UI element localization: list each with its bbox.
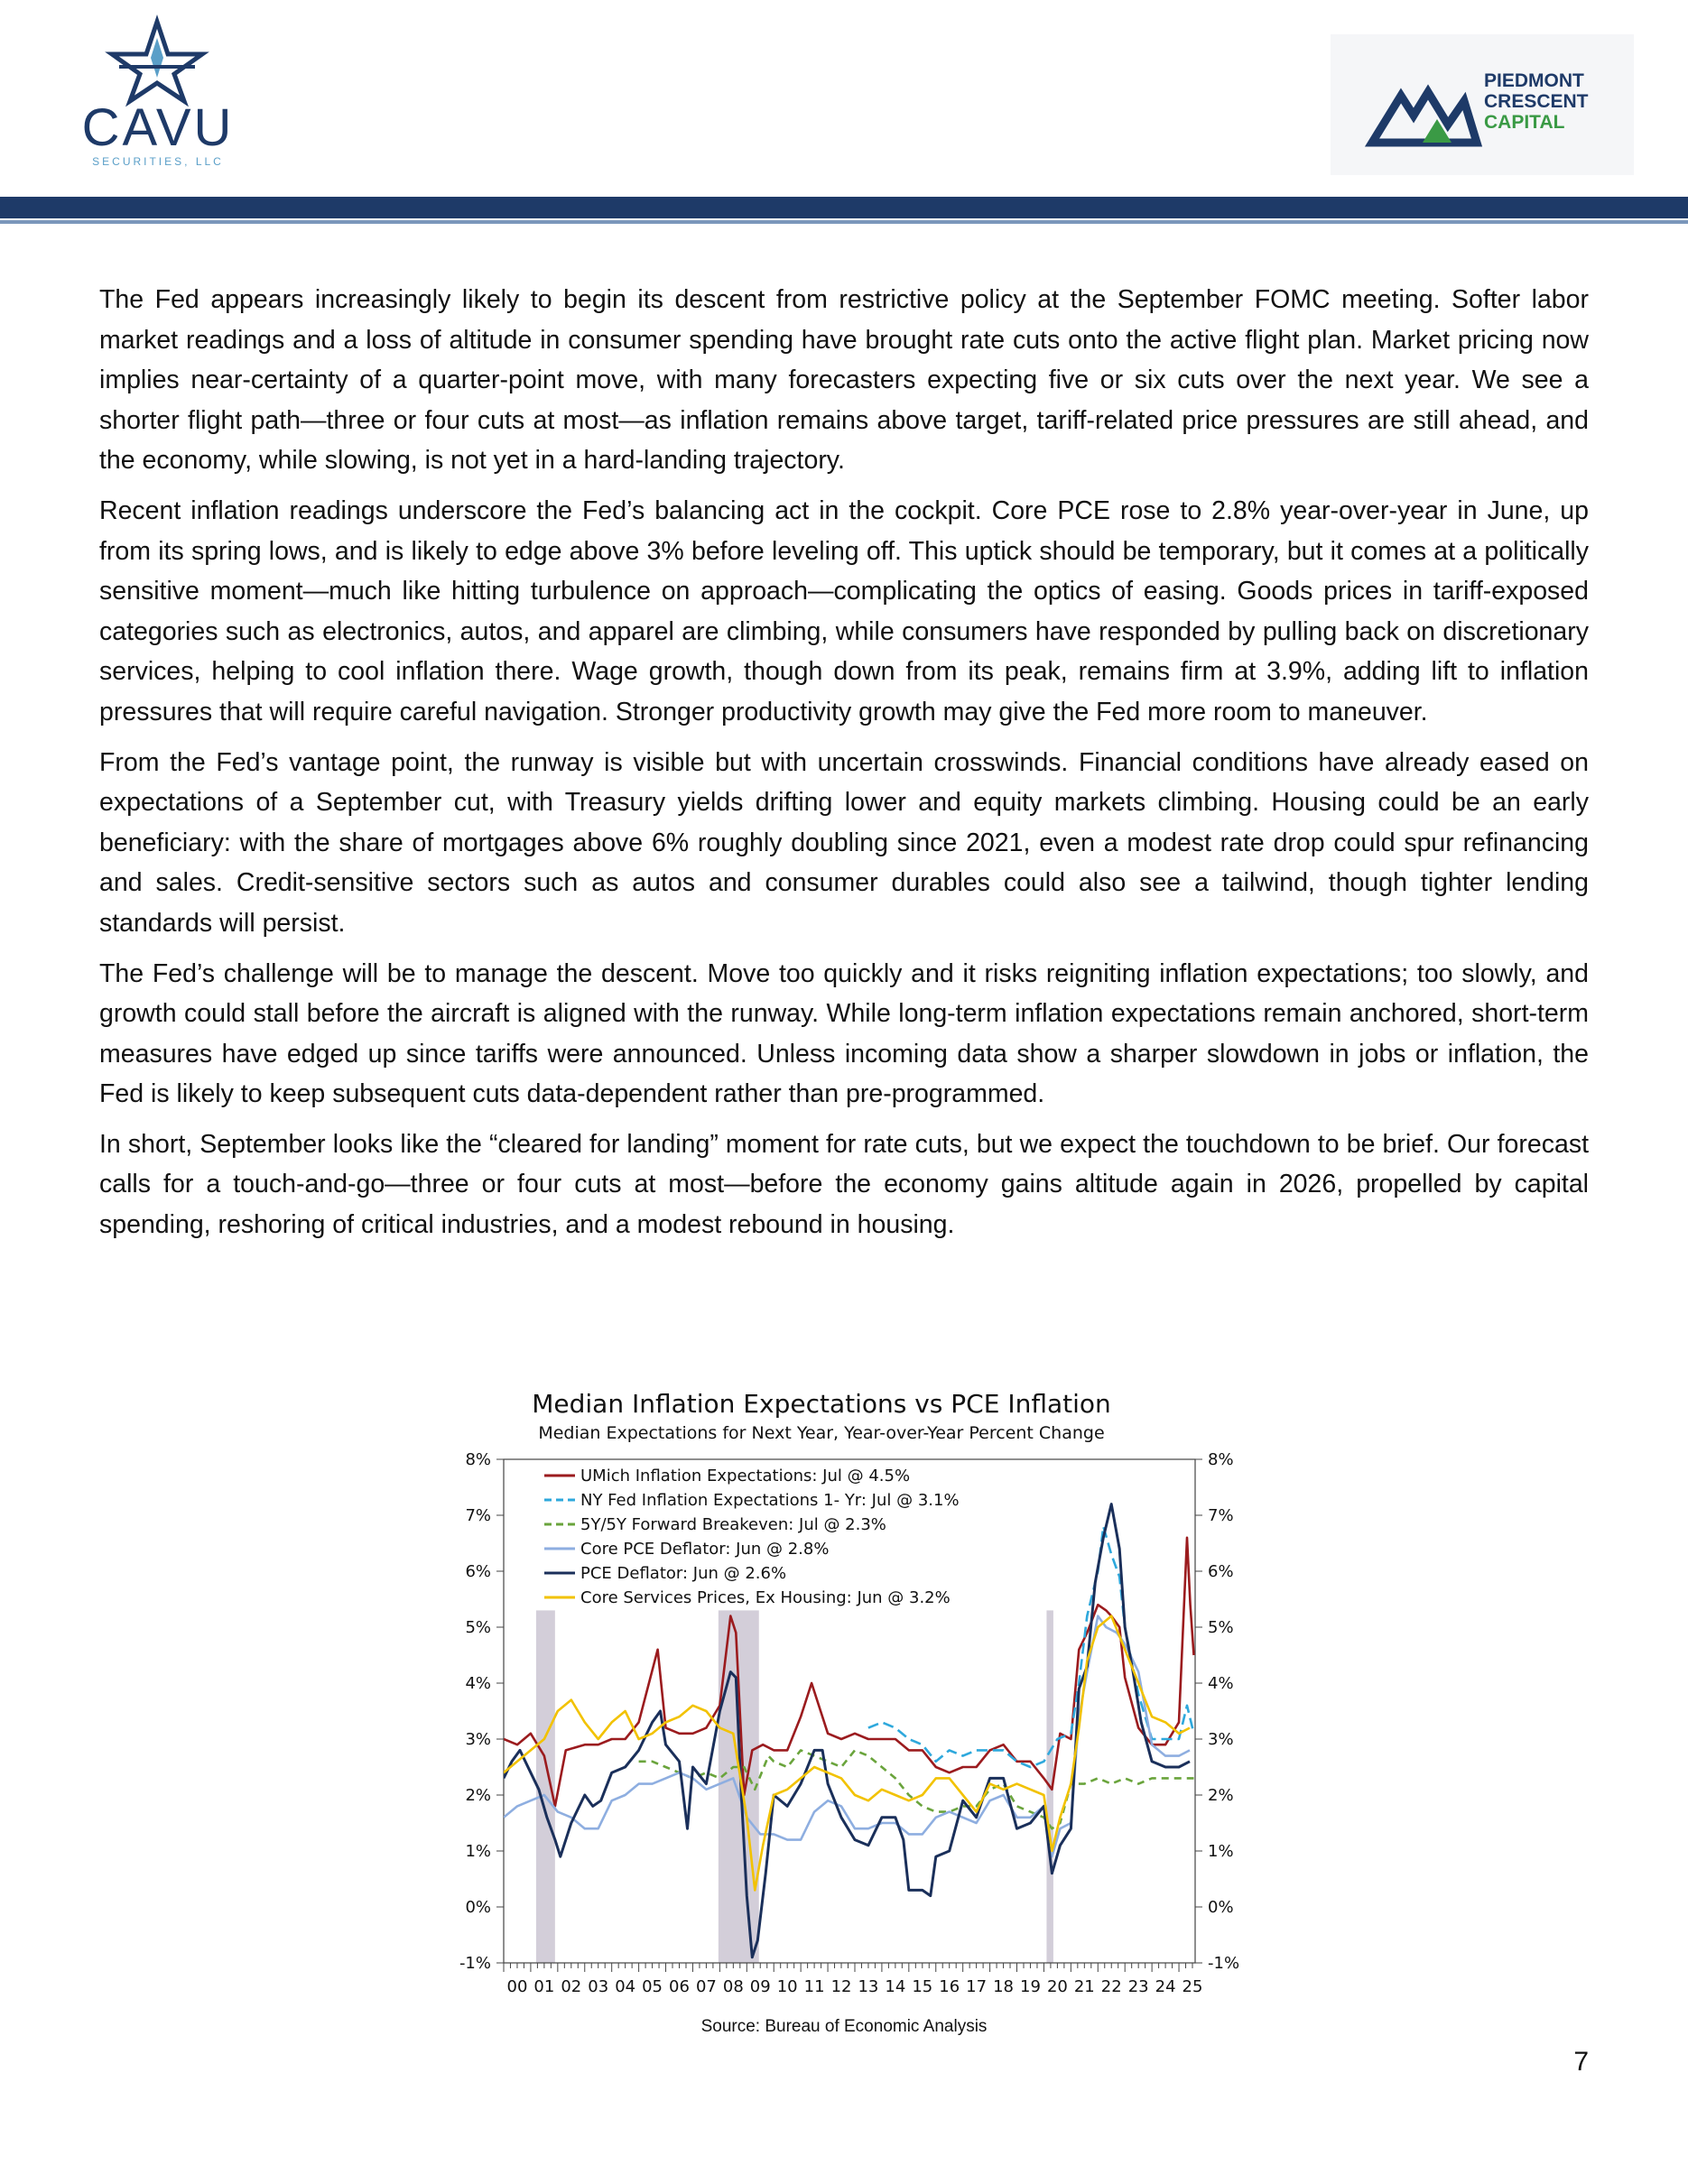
- x-tick-label: 04: [615, 1977, 636, 1996]
- x-tick-label: 13: [858, 1977, 879, 1996]
- x-tick-label: 07: [695, 1977, 717, 1996]
- x-tick-label: 06: [669, 1977, 690, 1996]
- y-tick-label-right: 1%: [1208, 1842, 1234, 1861]
- y-tick-label-left: 2%: [465, 1786, 491, 1805]
- x-tick-label: 14: [885, 1977, 906, 1996]
- x-tick-label: 01: [533, 1977, 555, 1996]
- star-icon: [76, 18, 238, 101]
- legend-label: NY Fed Inflation Expectations 1- Yr: Jul @ 3.1%: [580, 1491, 960, 1510]
- x-tick-label: 22: [1100, 1977, 1122, 1996]
- x-tick-label: 12: [830, 1977, 852, 1996]
- y-tick-label-left: 8%: [465, 1450, 491, 1469]
- page-header: [0, 0, 1688, 226]
- y-tick-label-right: 5%: [1208, 1618, 1234, 1637]
- y-tick-label-left: 1%: [465, 1842, 491, 1861]
- x-tick-label: 17: [966, 1977, 988, 1996]
- legend-label: PCE Deflator: Jun @ 2.6%: [580, 1564, 787, 1583]
- y-tick-label-right: -1%: [1208, 1954, 1240, 1973]
- x-tick-label: 16: [939, 1977, 960, 1996]
- logo-line-1: PIEDMONT: [1484, 70, 1584, 91]
- paragraph-5: In short, September looks like the “cleared for landing” moment for rate cuts, but we expect the touchdown to be brief. Our forecast calls for a touch-and-go—three or four cuts at most—before the economy gains altitude again in 2026, propelled by capital spending, reshoring of critical industries, and a modest rebound in housing.: [99, 1129, 1589, 1240]
- paragraph-4: The Fed’s challenge will be to manage the descent. Move too quickly and it risks reigniting inflation expectations; too slowly, and growth could stall before the aircraft is aligned with the runway. While long-term inflation expectations remain anchored, short-term measures have edged up since tariffs were announced. Unless incoming data show a sharper slowdown in jobs or inflation, the Fed is likely to keep subsequent cuts data-dependent rather than pre-programmed.: [99, 958, 1589, 1109]
- x-tick-label: 00: [506, 1977, 528, 1996]
- paragraph-2: Recent inflation readings underscore the Fed’s balancing act in the cockpit. Core PCE rose to 2.8% year-over-year in June, up from its spring lows, and is likely to edge above 3% before leveling off. This uptick should be temporary, but it comes at a politically sensitive moment—much like hitting turbulence on approach—complicating the optics of easing. Goods prices in tariff-exposed categories such as electronics, autos, and apparel are climbing, while consumers have responded by pulling back on discretionary services, helping to cool inflation there. Wage growth, though down from its peak, remains firm at 3.9%, adding lift to inflation pressures that will require careful navigation. Stronger productivity growth may give the Fed more room to maneuver.: [99, 495, 1589, 726]
- y-tick-label-right: 7%: [1208, 1506, 1234, 1525]
- logo-line-3: CAPITAL: [1484, 112, 1565, 133]
- y-tick-label-left: 3%: [465, 1730, 491, 1749]
- x-tick-label: 05: [642, 1977, 663, 1996]
- inflation-chart: [424, 1385, 1240, 2017]
- chart-source: Source: Bureau of Economic Analysis: [700, 2017, 988, 2036]
- y-tick-label-left: 4%: [465, 1674, 491, 1693]
- article-body: [99, 280, 1589, 1255]
- paragraph-3: From the Fed’s vantage point, the runway is visible but with uncertain crosswinds. Financial conditions have already eased on expectations of a September cut, with Treasury yields drifting lower and equity markets climbing. Housing could be an early beneficiary: with the share of mortgages above 6% roughly doubling since 2021, even a modest rate drop could spur refinancing and sales. Credit-sensitive sectors such as autos and consumer durables could also see a tailwind, though tighter lending standards will persist.: [99, 747, 1589, 938]
- x-tick-label: 10: [776, 1977, 798, 1996]
- legend-label: 5Y/5Y Forward Breakeven: Jul @ 2.3%: [580, 1515, 886, 1534]
- cavu-logo: [76, 18, 238, 171]
- header-rule-thin: [0, 220, 1688, 224]
- x-tick-label: 23: [1127, 1977, 1149, 1996]
- x-tick-label: 18: [993, 1977, 1015, 1996]
- x-tick-label: 11: [803, 1977, 825, 1996]
- y-tick-label-left: 0%: [465, 1898, 491, 1917]
- y-tick-label-right: 8%: [1208, 1450, 1234, 1469]
- y-tick-label-left: 6%: [465, 1562, 491, 1581]
- paragraph-1: The Fed appears increasingly likely to begin its descent from restrictive policy at the September FOMC meeting. Softer labor market readings and a loss of altitude in consumer spending have brought rate cuts onto the active flight plan. Market pricing now implies near-certainty of a quarter-point move, with many forecasters expecting five or six cuts over the next year. We see a shorter flight path—three or four cuts at most—as inflation remains above target, tariff-related price pressures are still ahead, and the economy, while slowing, is not yet in a hard-landing trajectory.: [99, 285, 1589, 476]
- x-tick-label: 03: [588, 1977, 609, 1996]
- page-number: 7: [1573, 2047, 1589, 2077]
- y-tick-label-right: 0%: [1208, 1898, 1234, 1917]
- y-tick-label-left: -1%: [459, 1954, 491, 1973]
- x-tick-label: 21: [1073, 1977, 1095, 1996]
- x-tick-label: 19: [1020, 1977, 1041, 1996]
- legend-label: Core PCE Deflator: Jun @ 2.8%: [580, 1540, 830, 1559]
- y-tick-label-right: 4%: [1208, 1674, 1234, 1693]
- x-tick-label: 09: [749, 1977, 771, 1996]
- legend-label: Core Services Prices, Ex Housing: Jun @ 3.2%: [580, 1588, 951, 1607]
- x-tick-label: 08: [722, 1977, 744, 1996]
- legend-label: UMich Inflation Expectations: Jul @ 4.5%: [580, 1467, 911, 1485]
- x-tick-label: 24: [1155, 1977, 1176, 1996]
- series-line: [868, 1526, 1194, 1767]
- y-tick-label-right: 2%: [1208, 1786, 1234, 1805]
- logo-line-2: CRESCENT: [1484, 91, 1589, 112]
- x-tick-label: 20: [1046, 1977, 1068, 1996]
- logo-subline: SECURITIES, LLC: [92, 155, 224, 168]
- y-tick-label-left: 5%: [465, 1618, 491, 1637]
- x-tick-label: 02: [561, 1977, 582, 1996]
- header-rule: [0, 197, 1688, 218]
- piedmont-logo: [1331, 34, 1634, 175]
- chart-canvas: [424, 1385, 1240, 2017]
- logo-wordmark: CAVU: [81, 98, 235, 157]
- chart-subtitle: Median Expectations for Next Year, Year-over-Year Percent Change: [538, 1423, 1105, 1443]
- y-tick-label-left: 7%: [465, 1506, 491, 1525]
- y-tick-label-right: 3%: [1208, 1730, 1234, 1749]
- y-tick-label-right: 6%: [1208, 1562, 1234, 1581]
- x-tick-label: 25: [1182, 1977, 1203, 1996]
- x-tick-label: 15: [912, 1977, 933, 1996]
- chart-title: Median Inflation Expectations vs PCE Inflation: [532, 1389, 1111, 1419]
- mountain-icon: [1370, 65, 1479, 148]
